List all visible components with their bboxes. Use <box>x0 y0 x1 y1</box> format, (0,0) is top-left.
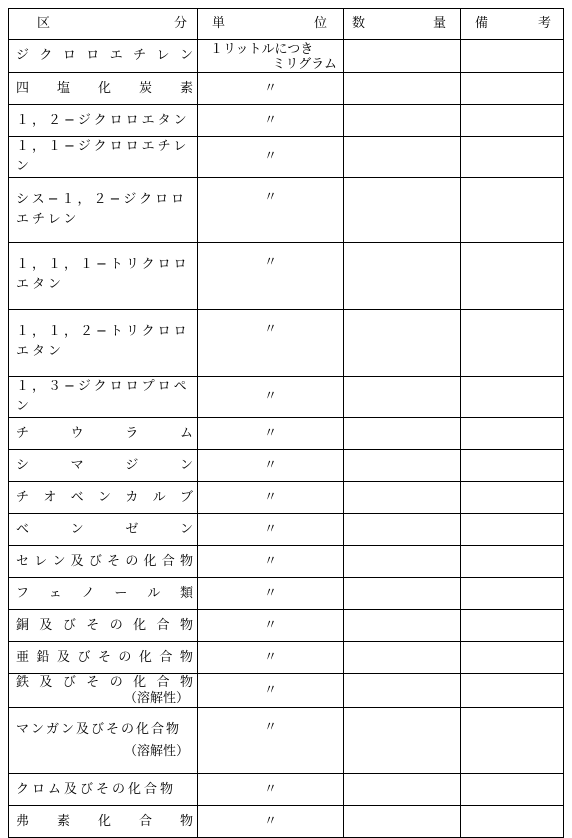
table-row <box>9 73 564 105</box>
ditto-mark: 〃 <box>263 781 277 797</box>
quantity-cell[interactable] <box>344 243 461 310</box>
quantity-cell[interactable] <box>344 514 461 546</box>
substance-name: 鉄 及 び そ の 化 合 物 <box>16 675 193 690</box>
unit-cell <box>198 73 344 105</box>
substance-name-cell <box>9 578 198 610</box>
quantity-cell[interactable] <box>344 674 461 708</box>
table-row <box>9 806 564 838</box>
quantity-cell[interactable] <box>344 137 461 178</box>
remarks-cell[interactable] <box>461 310 564 377</box>
quantity-cell[interactable] <box>344 450 461 482</box>
substance-name: マンガン及びその化合物 <box>16 722 182 737</box>
remarks-cell[interactable] <box>461 708 564 774</box>
unit-text-line1: １リットルにつき <box>210 42 314 57</box>
substance-name-cell <box>9 243 198 310</box>
remarks-cell[interactable] <box>461 105 564 137</box>
unit-cell <box>198 40 344 73</box>
table-row <box>9 578 564 610</box>
unit-cell <box>198 806 344 838</box>
unit-cell <box>198 310 344 377</box>
quantity-cell[interactable] <box>344 377 461 418</box>
substance-name-cell <box>9 546 198 578</box>
table-row <box>9 40 564 73</box>
unit-cell <box>198 137 344 178</box>
solubility-note: （溶解性） <box>123 744 189 759</box>
remarks-cell[interactable] <box>461 482 564 514</box>
quantity-cell[interactable] <box>344 482 461 514</box>
table-row <box>9 418 564 450</box>
unit-cell <box>198 610 344 642</box>
unit-cell <box>198 105 344 137</box>
quantity-cell[interactable] <box>344 40 461 73</box>
ditto-mark: 〃 <box>263 682 277 698</box>
remarks-cell[interactable] <box>461 578 564 610</box>
substance-name: ジ ク ロ ロ エ チ レ ン <box>16 48 193 63</box>
substance-name-cell <box>9 806 198 838</box>
substance-name-cell <box>9 418 198 450</box>
substance-name-cell <box>9 105 198 137</box>
quantity-cell[interactable] <box>344 310 461 377</box>
header-quantity-text: 数 量 <box>352 16 446 31</box>
substance-name: 弗 素 化 合 物 <box>16 813 193 829</box>
table-row <box>9 482 564 514</box>
quantity-cell[interactable] <box>344 578 461 610</box>
quantity-cell[interactable] <box>344 774 461 806</box>
remarks-cell[interactable] <box>461 137 564 178</box>
substance-name: ベ ン ゼ ン <box>16 521 193 537</box>
ditto-mark: 〃 <box>263 813 277 829</box>
remarks-cell[interactable] <box>461 243 564 310</box>
ditto-mark: 〃 <box>263 720 277 735</box>
unit-cell <box>198 708 344 774</box>
substance-name-cell <box>9 73 198 105</box>
quantity-cell[interactable] <box>344 610 461 642</box>
substance-name-cell <box>9 310 198 377</box>
header-row <box>9 9 564 40</box>
substance-name: 四 塩 化 炭 素 <box>16 80 193 96</box>
quantity-cell[interactable] <box>344 418 461 450</box>
quantity-cell[interactable] <box>344 178 461 243</box>
substance-name-cell <box>9 450 198 482</box>
table-row <box>9 546 564 578</box>
unit-cell <box>198 642 344 674</box>
remarks-cell[interactable] <box>461 514 564 546</box>
remarks-cell[interactable] <box>461 418 564 450</box>
substance-name: チ ウ ラ ム <box>16 425 193 441</box>
table-row <box>9 642 564 674</box>
remarks-cell[interactable] <box>461 674 564 708</box>
quantity-cell[interactable] <box>344 708 461 774</box>
ditto-mark: 〃 <box>263 649 277 665</box>
ditto-mark: 〃 <box>263 425 277 441</box>
ditto-mark: 〃 <box>263 489 277 505</box>
substance-name: １，１，２−トリクロロエタン <box>16 324 190 359</box>
unit-cell <box>198 482 344 514</box>
unit-text-line2: ミリグラム <box>272 57 337 72</box>
remarks-cell[interactable] <box>461 546 564 578</box>
substance-name-cell <box>9 137 198 178</box>
remarks-cell[interactable] <box>461 610 564 642</box>
header-quantity <box>344 9 461 40</box>
substance-name: チ オ ベ ン カ ル ブ <box>16 489 193 505</box>
header-remarks <box>461 9 564 40</box>
unit-cell <box>198 450 344 482</box>
table-row <box>9 674 564 708</box>
header-category-text: 区 分 <box>37 16 187 31</box>
substance-name: 銅 及 び そ の 化 合 物 <box>16 617 193 633</box>
unit-cell <box>198 243 344 310</box>
substance-name-cell <box>9 40 198 73</box>
substance-name: シ マ ジ ン <box>16 457 193 473</box>
substance-name-cell <box>9 514 198 546</box>
header-unit-text: 単 位 <box>212 16 327 31</box>
substance-name: フ ェ ノ ー ル 類 <box>16 585 193 601</box>
substance-unit-table <box>8 8 564 838</box>
table-row <box>9 610 564 642</box>
table-row <box>9 137 564 178</box>
unit-cell <box>198 377 344 418</box>
unit-cell <box>198 178 344 243</box>
quantity-cell[interactable] <box>344 806 461 838</box>
solubility-note: （溶解性） <box>123 691 189 706</box>
remarks-cell[interactable] <box>461 806 564 838</box>
table-row <box>9 243 564 310</box>
remarks-cell[interactable] <box>461 774 564 806</box>
table-row <box>9 450 564 482</box>
substance-name-cell <box>9 482 198 514</box>
ditto-mark: 〃 <box>263 457 277 473</box>
unit-cell <box>198 514 344 546</box>
remarks-cell[interactable] <box>461 178 564 243</box>
remarks-cell[interactable] <box>461 642 564 674</box>
ditto-mark: 〃 <box>263 389 277 404</box>
substance-name-cell <box>9 377 198 418</box>
remarks-cell[interactable] <box>461 73 564 105</box>
substance-name: クロム及びその化合物 <box>16 781 177 797</box>
substance-name: シス−１，２−ジクロロエチレン <box>16 192 188 227</box>
unit-cell <box>198 578 344 610</box>
header-remarks-text: 備 考 <box>475 16 551 31</box>
unit-cell <box>198 774 344 806</box>
substance-name-cell <box>9 774 198 806</box>
table-body <box>9 40 564 838</box>
ditto-mark: 〃 <box>263 322 277 337</box>
substance-name-cell <box>9 610 198 642</box>
quantity-cell[interactable] <box>344 546 461 578</box>
unit-cell <box>198 674 344 708</box>
table-row <box>9 105 564 137</box>
substance-name: セ レ ン 及 び そ の 化 合 物 <box>16 553 193 569</box>
unit-cell <box>198 546 344 578</box>
remarks-cell[interactable] <box>461 40 564 73</box>
substance-name-cell <box>9 178 198 243</box>
quantity-cell[interactable] <box>344 105 461 137</box>
ditto-mark: 〃 <box>263 617 277 633</box>
unit-cell <box>198 418 344 450</box>
substance-name-cell <box>9 674 198 708</box>
table-row <box>9 377 564 418</box>
substance-name: １，３−ジクロロプロペン <box>16 379 190 414</box>
ditto-mark: 〃 <box>263 585 277 601</box>
quantity-cell[interactable] <box>344 73 461 105</box>
table-row <box>9 178 564 243</box>
header-category <box>9 9 198 40</box>
table-row <box>9 774 564 806</box>
ditto-mark: 〃 <box>263 80 277 96</box>
substance-name: １，１，１−トリクロロエタン <box>16 257 190 292</box>
ditto-mark: 〃 <box>263 190 277 205</box>
substance-name: １，２−ジクロロエタン <box>16 112 190 128</box>
ditto-mark: 〃 <box>263 553 277 569</box>
ditto-mark: 〃 <box>263 521 277 537</box>
substance-name-cell <box>9 642 198 674</box>
ditto-mark: 〃 <box>263 112 277 128</box>
remarks-cell[interactable] <box>461 450 564 482</box>
table-row <box>9 708 564 774</box>
table-row <box>9 310 564 377</box>
header-unit <box>198 9 344 40</box>
table-row <box>9 514 564 546</box>
substance-name: 亜 鉛 及 び そ の 化 合 物 <box>16 649 193 665</box>
quantity-cell[interactable] <box>344 642 461 674</box>
ditto-mark: 〃 <box>263 149 277 164</box>
substance-name-cell <box>9 708 198 774</box>
remarks-cell[interactable] <box>461 377 564 418</box>
substance-name: １，１−ジクロロエチレン <box>16 139 190 174</box>
ditto-mark: 〃 <box>263 255 277 270</box>
